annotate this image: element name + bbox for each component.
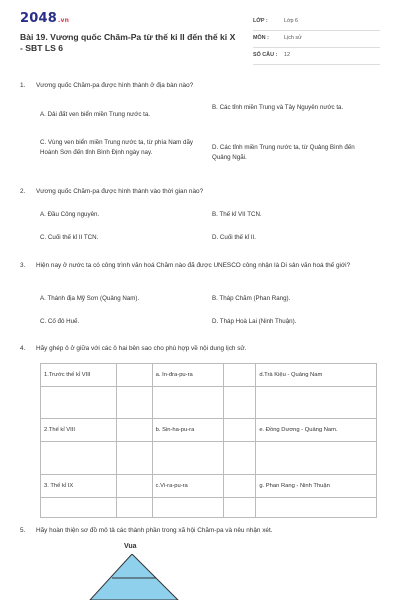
diagram-top-label: Vua bbox=[124, 543, 137, 550]
table-row bbox=[41, 387, 377, 419]
table-cell bbox=[224, 419, 256, 442]
option-2b[interactable] bbox=[212, 210, 372, 220]
table-cell bbox=[41, 442, 117, 475]
table-cell bbox=[152, 387, 224, 419]
option-3a[interactable] bbox=[40, 294, 210, 304]
question-4 bbox=[20, 344, 380, 354]
matching-table bbox=[40, 363, 377, 518]
table-row bbox=[41, 364, 377, 387]
question-number: 3. bbox=[20, 262, 26, 269]
option-text: B. Thế kỉ VII TCN. bbox=[212, 211, 262, 218]
table-cell bbox=[224, 498, 256, 518]
table-cell: g. Phan Rang - Ninh Thuận bbox=[256, 475, 377, 498]
table-cell: b. Sin-ha-pu-ra bbox=[152, 419, 224, 442]
table-row bbox=[41, 475, 377, 498]
table-cell bbox=[116, 419, 152, 442]
option-1c[interactable] bbox=[40, 138, 200, 170]
table-cell bbox=[116, 442, 152, 475]
option-text: C. Cố đô Huế. bbox=[40, 318, 80, 325]
option-text: D. Các tỉnh miền Trung nước ta, từ Quảng Bình đến Quảng Ngãi. bbox=[212, 144, 355, 161]
question-number: 4. bbox=[20, 345, 26, 352]
table-cell: e. Đồng Dương - Quảng Nam. bbox=[256, 419, 377, 442]
table-cell bbox=[116, 387, 152, 419]
table-row bbox=[41, 498, 377, 518]
table-cell bbox=[256, 498, 377, 518]
option-1d[interactable] bbox=[212, 143, 377, 165]
question-text: Hãy hoàn thiện sơ đồ mô tả các thành phần trong xã hội Chăm-pa và nêu nhận xét. bbox=[36, 527, 273, 534]
meta-value: Lớp 6 bbox=[284, 18, 299, 24]
option-1b[interactable] bbox=[212, 103, 372, 125]
table-cell: 1.Trước thế kỉ VIII bbox=[41, 364, 117, 387]
option-text: D. Tháp Hoà Lai (Ninh Thuận). bbox=[212, 318, 297, 325]
table-cell bbox=[256, 387, 377, 419]
meta-row-count bbox=[253, 48, 380, 65]
option-text: A. Thánh địa Mỹ Sơn (Quảng Nam). bbox=[40, 295, 140, 302]
table-cell bbox=[116, 498, 152, 518]
option-3c[interactable] bbox=[40, 317, 200, 327]
table-cell: a. In-đra-pu-ra bbox=[152, 364, 224, 387]
question-text: Vương quốc Chăm-pa được hình thành ở địa bàn nào? bbox=[36, 82, 194, 89]
question-3 bbox=[20, 261, 380, 283]
question-number: 2. bbox=[20, 188, 26, 195]
table-cell bbox=[256, 442, 377, 475]
table-cell bbox=[116, 475, 152, 498]
meta-key: SỐ CÂU : bbox=[253, 52, 278, 58]
question-number: 5. bbox=[20, 527, 26, 534]
page-title: Bài 19. Vương quốc Chăm-Pa từ thế kỉ II đến thế kỉ X - SBT LS 6 bbox=[20, 32, 236, 53]
meta-key: LỚP : bbox=[253, 18, 268, 24]
option-2a[interactable] bbox=[40, 210, 200, 220]
meta-key: MÔN : bbox=[253, 35, 269, 41]
logo-suffix: .vn bbox=[57, 17, 70, 24]
table-cell bbox=[224, 475, 256, 498]
site-logo[interactable] bbox=[20, 11, 69, 26]
question-text: Hãy ghép ô ở giữa với các ô hai bên sao cho phù hợp về nội dung lịch sử. bbox=[36, 345, 247, 352]
table-cell bbox=[41, 387, 117, 419]
option-text: A. Dải đất ven biển miền Trung nước ta. bbox=[40, 111, 151, 118]
option-text: B. Các tỉnh miền Trung và Tây Nguyên nước ta. bbox=[212, 104, 344, 111]
option-2d[interactable] bbox=[212, 233, 372, 243]
table-cell bbox=[224, 364, 256, 387]
meta-panel bbox=[253, 14, 380, 65]
table-cell bbox=[152, 498, 224, 518]
table-cell bbox=[224, 387, 256, 419]
question-2 bbox=[20, 187, 380, 197]
society-pyramid-diagram bbox=[86, 554, 182, 600]
table-cell: d.Trà Kiệu - Quảng Nam bbox=[256, 364, 377, 387]
table-cell: c.Vi-ra-pu-ra bbox=[152, 475, 224, 498]
option-2c[interactable] bbox=[40, 233, 200, 243]
question-1 bbox=[20, 81, 380, 91]
question-text: Hiện nay ở nước ta có công trình văn hoá Chăm nào đã được UNESCO công nhận là Di sản văn hoá thế giới? bbox=[36, 262, 351, 269]
option-text: B. Tháp Chăm (Phan Rang). bbox=[212, 295, 291, 302]
question-5 bbox=[20, 526, 380, 536]
option-text: C. Cuối thế kỉ II TCN. bbox=[40, 234, 99, 241]
table-row bbox=[41, 419, 377, 442]
question-number: 1. bbox=[20, 82, 26, 89]
table-cell: 3. Thế kỉ IX bbox=[41, 475, 117, 498]
table-row bbox=[41, 442, 377, 475]
table-cell bbox=[116, 364, 152, 387]
option-text: C. Vùng ven biển miền Trung nước ta, từ phía Nam dãy Hoành Sơn đến tỉnh Bình Định ngày nay. bbox=[40, 139, 194, 156]
option-3b[interactable] bbox=[212, 294, 372, 304]
meta-value: 12 bbox=[284, 52, 290, 58]
table-cell bbox=[224, 442, 256, 475]
table-cell: 2.Thế kỉ VIII bbox=[41, 419, 117, 442]
option-1a[interactable] bbox=[40, 110, 210, 120]
meta-row-subject bbox=[253, 31, 380, 48]
table-cell bbox=[152, 442, 224, 475]
meta-row-class bbox=[253, 14, 380, 31]
logo-text: 2048 bbox=[20, 11, 57, 26]
meta-value: Lịch sử bbox=[284, 35, 302, 41]
question-text: Vương quốc Chăm-pa được hình thành vào thời gian nào? bbox=[36, 188, 204, 195]
option-3d[interactable] bbox=[212, 317, 372, 327]
option-text: A. Đầu Công nguyên. bbox=[40, 211, 100, 218]
option-text: D. Cuối thế kỉ II. bbox=[212, 234, 257, 241]
table-cell bbox=[41, 498, 117, 518]
pyramid-top-tier bbox=[90, 554, 178, 600]
